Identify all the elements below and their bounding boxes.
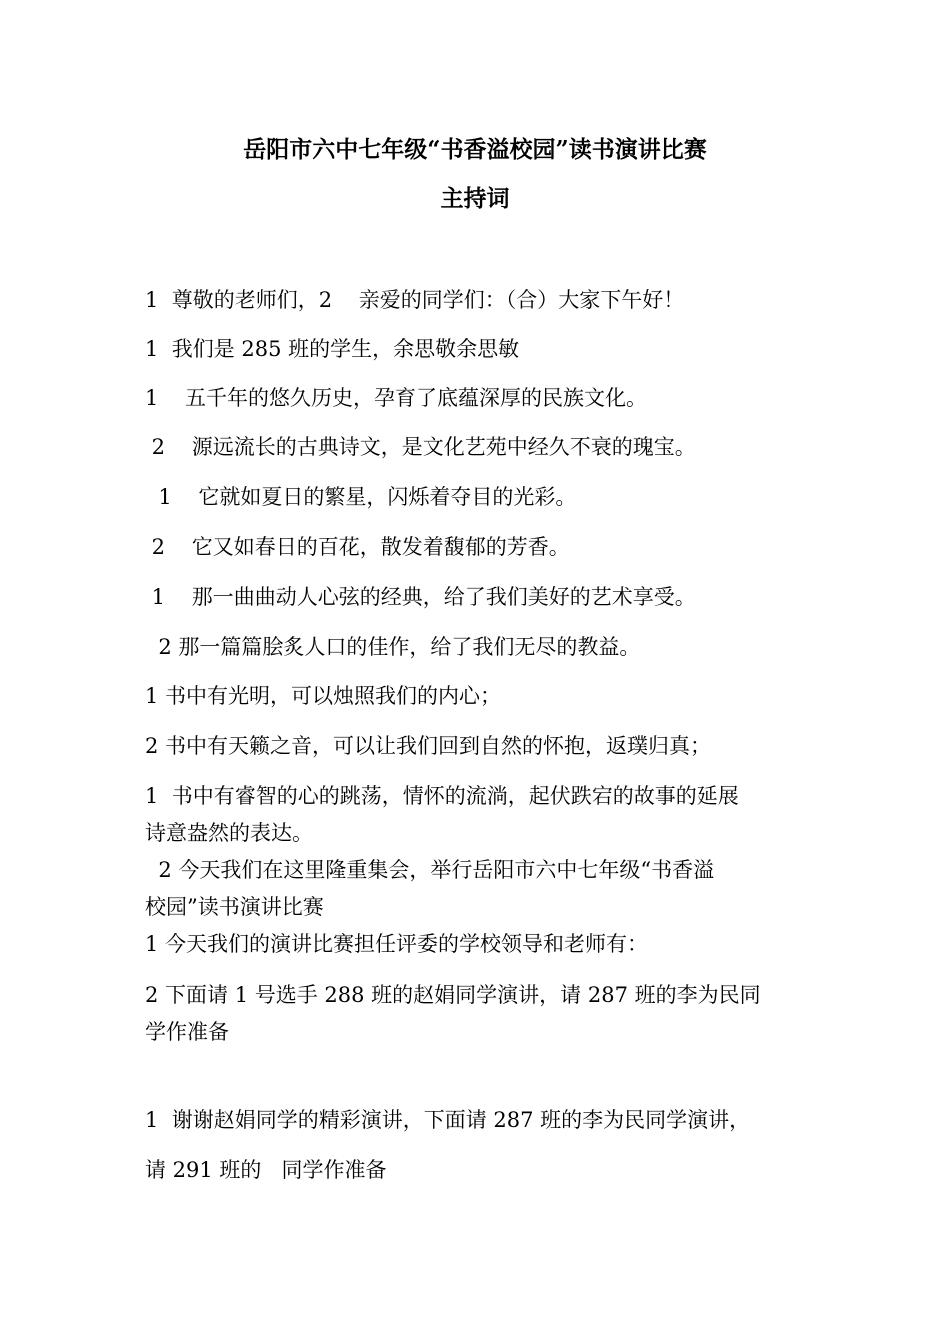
paragraph-line: 1 今天我们的演讲比赛担任评委的学校领导和老师有： [145,932,649,956]
paragraph-line: 2 今天我们在这里隆重集会，举行岳阳市六中七年级“书香溢 [145,858,715,882]
paragraph-line: 1 那一曲曲动人心弦的经典，给了我们美好的艺术享受。 [145,585,696,609]
paragraph-line: 2 那一篇篇脍炙人口的佳作，给了我们无尽的教益。 [145,635,641,659]
paragraph-line: 请 291 班的 同学作准备 [145,1158,387,1182]
paragraph-line: 学作准备 [145,1020,229,1044]
paragraph-line: 2 书中有天籁之音，可以让我们回到自然的怀抱，返璞归真； [145,734,712,758]
paragraph-line: 1 书中有睿智的心的跳荡，情怀的流淌，起伏跌宕的故事的延展 [145,784,739,808]
paragraph-line: 1 谢谢赵娟同学的精彩演讲，下面请 287 班的李为民同学演讲， [145,1108,751,1132]
paragraph-line: 1 我们是 285 班的学生，余思敬余思敏 [145,337,520,361]
paragraph-line: 1 书中有光明，可以烛照我们的内心； [145,684,502,708]
paragraph-line: 诗意盎然的表达。 [145,821,313,845]
paragraph-line: 2 下面请 1 号选手 288 班的赵娟同学演讲，请 287 班的李为民同 [145,983,761,1007]
paragraph-line: 2 源远流长的古典诗文，是文化艺苑中经久不衰的瑰宝。 [145,435,696,459]
paragraph-line: 2 它又如春日的百花，散发着馥郁的芳香。 [145,535,570,559]
paragraph-line: 1 它就如夏日的繁星，闪烁着夺目的光彩。 [145,485,577,509]
paragraph-line: 1 五千年的悠久历史，孕育了底蕴深厚的民族文化。 [145,386,648,410]
document-subtitle: 主持词 [440,185,510,212]
paragraph-line: 1 尊敬的老师们，2 亲爱的同学们：（合）大家下午好！ [145,288,685,312]
paragraph-line: 校园”读书演讲比赛 [145,895,324,919]
document-title: 岳阳市六中七年级“书香溢校园”读书演讲比赛 [243,136,707,163]
